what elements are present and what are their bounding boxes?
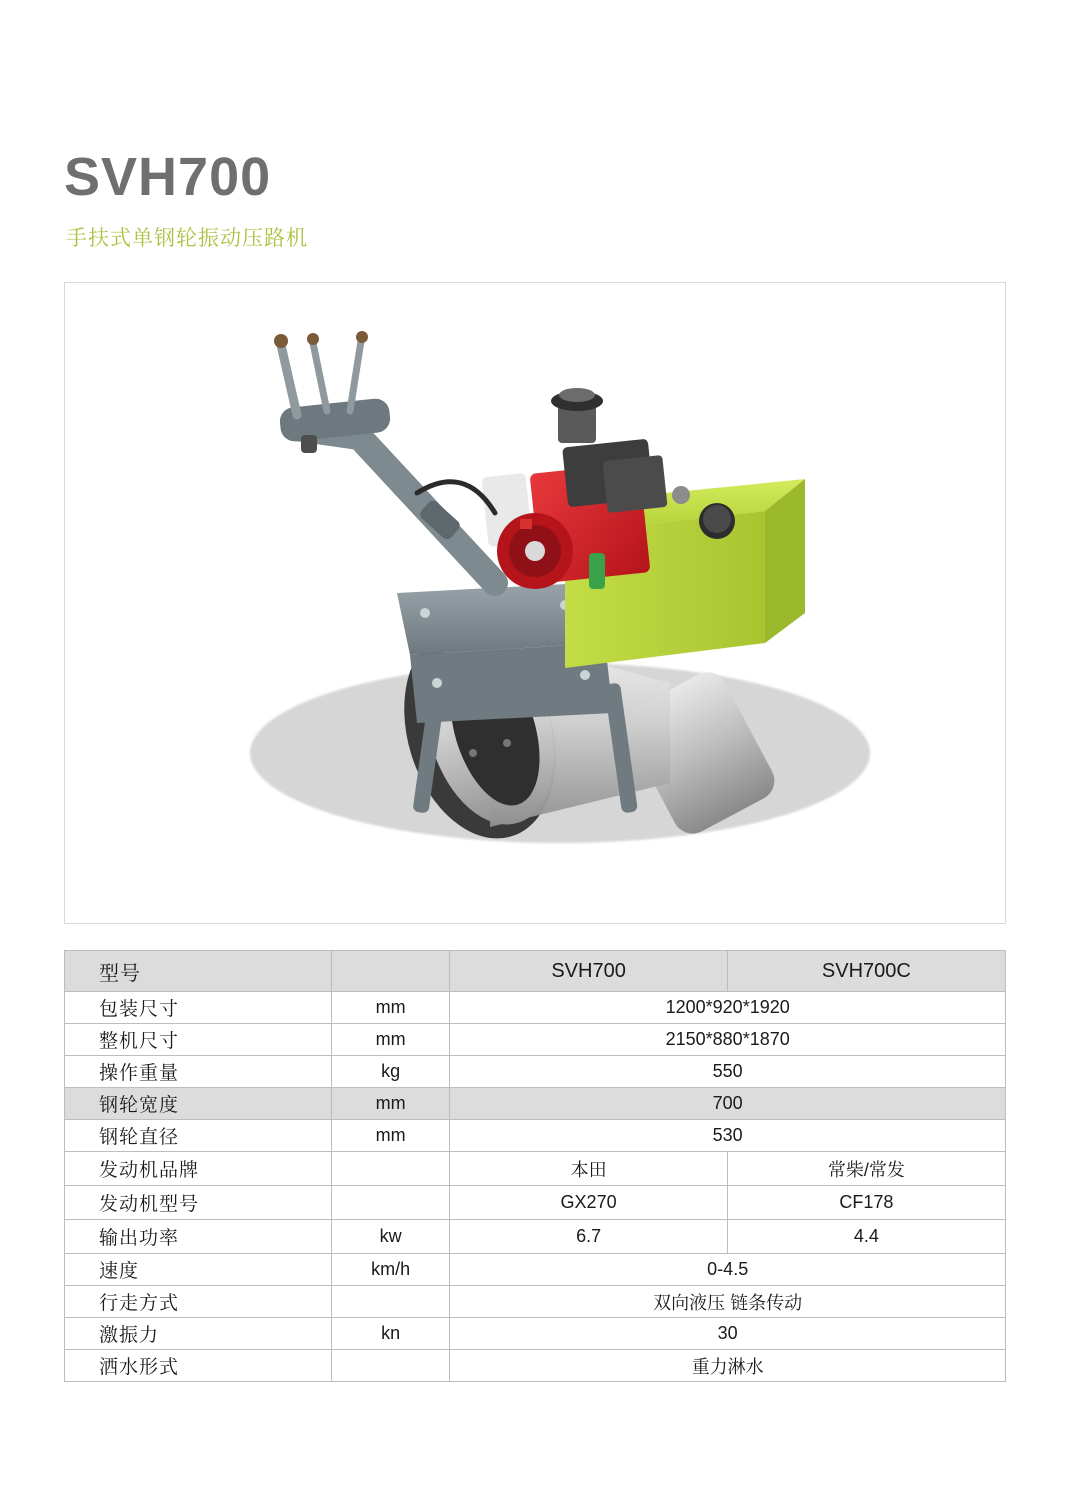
table-row — [65, 1120, 1006, 1152]
row-unit — [331, 1186, 449, 1220]
row-label: 钢轮直径 — [65, 1120, 332, 1152]
row-unit: kw — [331, 1220, 449, 1254]
row-label: 整机尺寸 — [65, 1024, 332, 1056]
row-value-model-1: 6.7 — [450, 1220, 727, 1254]
row-value: 双向液压 链条传动 — [450, 1286, 1006, 1318]
header-cell-model-2: SVH700C — [727, 951, 1005, 992]
row-value: 30 — [450, 1318, 1006, 1350]
row-unit: kg — [331, 1056, 449, 1088]
row-label: 洒水形式 — [65, 1350, 332, 1382]
row-value: 550 — [450, 1056, 1006, 1088]
row-label: 输出功率 — [65, 1220, 332, 1254]
row-value-model-2: 4.4 — [727, 1220, 1005, 1254]
row-label: 包装尺寸 — [65, 992, 332, 1024]
row-unit: mm — [331, 1088, 449, 1120]
header-cell-unit — [331, 951, 449, 992]
table-row — [65, 1056, 1006, 1088]
engine-assembly — [481, 388, 667, 589]
table-row — [65, 1286, 1006, 1318]
row-value: 2150*880*1870 — [450, 1024, 1006, 1056]
product-image-panel — [64, 282, 1006, 924]
page-title: SVH700 — [64, 147, 272, 207]
row-unit — [331, 1286, 449, 1318]
row-value: 0-4.5 — [450, 1254, 1006, 1286]
row-unit: mm — [331, 1120, 449, 1152]
table-row — [65, 1152, 1006, 1186]
table-row — [65, 1318, 1006, 1350]
machine-illustration — [65, 283, 1005, 923]
row-label: 速度 — [65, 1254, 332, 1286]
table-row — [65, 1220, 1006, 1254]
row-unit: kn — [331, 1318, 449, 1350]
row-label: 钢轮宽度 — [65, 1088, 332, 1120]
row-value: 530 — [450, 1120, 1006, 1152]
row-value: 1200*920*1920 — [450, 992, 1006, 1024]
table-row — [65, 1254, 1006, 1286]
product-subtitle: 手扶式单钢轮振动压路机 — [66, 227, 308, 250]
row-unit: mm — [331, 1024, 449, 1056]
header-cell-model-1: SVH700 — [450, 951, 727, 992]
table-row — [65, 1088, 1006, 1120]
row-label: 发动机品牌 — [65, 1152, 332, 1186]
row-label: 行走方式 — [65, 1286, 332, 1318]
header-cell-name: 型号 — [65, 951, 332, 992]
row-value-model-2: 常柴/常发 — [727, 1152, 1005, 1186]
row-value-model-1: 本田 — [450, 1152, 727, 1186]
row-value: 重力淋水 — [450, 1350, 1006, 1382]
table-row — [65, 1350, 1006, 1382]
specifications-table — [64, 950, 1006, 1382]
roller-machine-svg — [65, 283, 1005, 923]
row-value: 700 — [450, 1088, 1006, 1120]
row-label: 激振力 — [65, 1318, 332, 1350]
row-label: 操作重量 — [65, 1056, 332, 1088]
table-header-row — [65, 951, 1006, 992]
page-header — [64, 147, 1004, 252]
handle-bar — [274, 331, 495, 583]
table-row — [65, 992, 1006, 1024]
row-label: 发动机型号 — [65, 1186, 332, 1220]
table-row — [65, 1024, 1006, 1056]
table-row — [65, 1186, 1006, 1220]
row-unit: km/h — [331, 1254, 449, 1286]
row-value-model-1: GX270 — [450, 1186, 727, 1220]
row-unit: mm — [331, 992, 449, 1024]
row-unit — [331, 1152, 449, 1186]
row-unit — [331, 1350, 449, 1382]
table-body — [65, 951, 1006, 1382]
row-value-model-2: CF178 — [727, 1186, 1005, 1220]
